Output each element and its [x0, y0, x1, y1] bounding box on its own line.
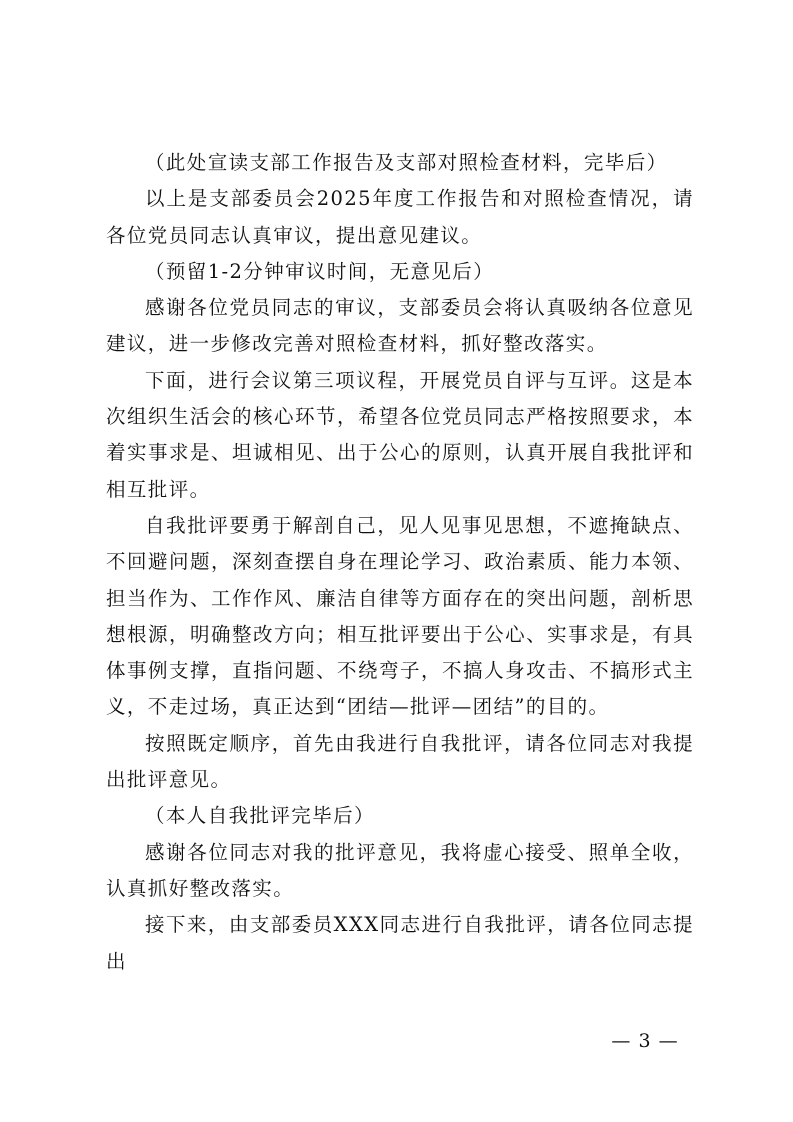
paragraph-agenda-item-three: 下面，进行会议第三项议程，开展党员自评与互评。这是本次组织生活会的核心环节，希望各位党员同志严格按照要求，本着实事求是、坦诚相见、出于公心的原则，认真开展自我批评和相互批评。: [106, 368, 694, 501]
paragraph-review-request: 以上是支部委员会2025年度工作报告和对照检查情况，请各位党员同志认真审议，提出意见建议。: [106, 187, 694, 247]
paragraph-self-criticism-order: 按照既定顺序，首先由我进行自我批评，请各位同志对我提出批评意见。: [106, 731, 694, 792]
paragraph-next-member: 接下来，由支部委员XXX同志进行自我批评，请各位同志提出: [106, 913, 694, 973]
paragraph-stage-direction-reading: （此处宣读支部工作报告及支部对照检查材料，完毕后）: [145, 151, 668, 174]
paragraph-criticism-requirements: 自我批评要勇于解剖自己，见人见事见思想，不遮掩缺点、不回避问题，深刻查摆自身在理论学习、政治素质、能力本领、担当作为、工作作风、廉洁自律等方面存在的突出问题，剖析思想根源，明确整改方向；相互批评要出于公心、实事求是，有具体事例支撑，直指问题、不绕弯子，不搞人身攻击、不搞形式主义，不走过场，真正达到“团结—批评—团结”的目的。: [106, 513, 694, 719]
page-number: — 3 —: [611, 1030, 679, 1052]
paragraph-thanks-review: 感谢各位党员同志的审议，支部委员会将认真吸纳各位意见建议，进一步修改完善对照检查材料，抓好整改落实。: [106, 296, 694, 356]
paragraph-stage-direction-review: （预留1-2分钟审议时间，无意见后）: [145, 259, 495, 283]
body-text: [106, 145, 694, 980]
paragraph-thanks-criticism: 感谢各位同志对我的批评意见，我将虚心接受、照单全收，认真抓好整改落实。: [106, 840, 694, 900]
paragraph-stage-direction-self-criticism: （本人自我批评完毕后）: [145, 804, 375, 828]
